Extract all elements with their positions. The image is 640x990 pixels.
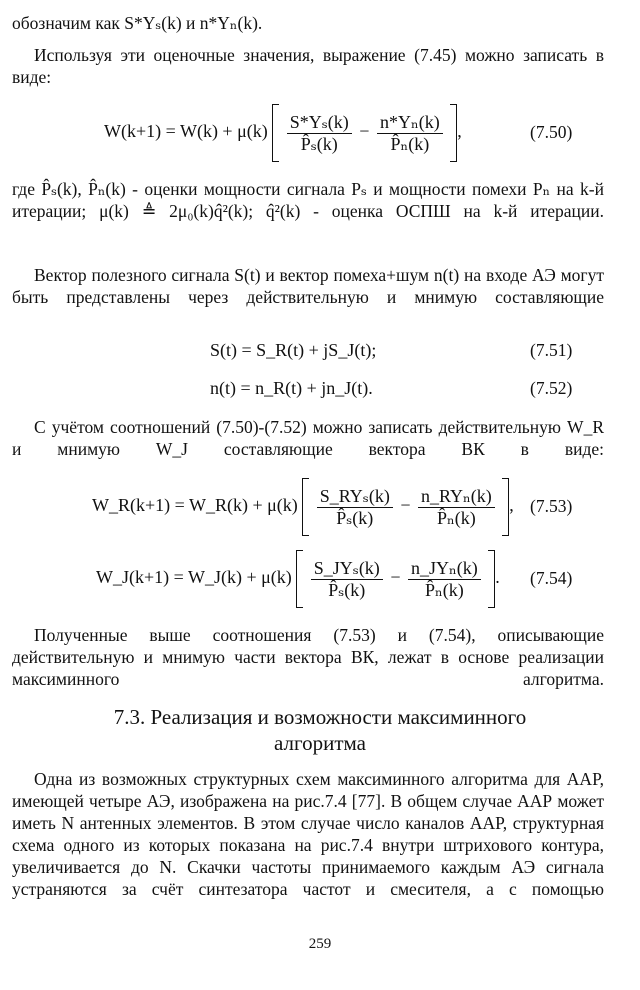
eq-number-7-53: (7.53) (530, 496, 573, 516)
eq-7-50-num-2: n*Yₙ(k) (377, 112, 443, 134)
paragraph-1: Используя эти оценочные значения, выражение (7.45) можно записать в виде: (12, 45, 604, 87)
equation-7-53 (92, 478, 514, 536)
eq-7-54-minus: − (390, 567, 401, 588)
paragraph-2: где P̂ₛ(k), P̂ₙ(k) - оценки мощности сигнала Pₛ и мощности помехи Pₙ на k-й итерации; μ(k) ≜ 2μ₀(k)q̂²(k); q̂²(k) - оценка ОСПШ на k-й итерации. (12, 179, 604, 221)
eq-7-53-frac-2 (418, 486, 495, 529)
eq-7-54-den-2: P̂ₙ(k) (424, 579, 464, 600)
left-bracket (296, 550, 303, 608)
equation-7-52: n(t) = n_R(t) + jn_J(t). (210, 378, 373, 398)
eq-7-53-den-2: P̂ₙ(k) (436, 507, 476, 528)
eq-7-50-minus: − (359, 121, 370, 142)
paragraph-4: С учётом соотношений (7.50)-(7.52) можно записать действительную W_R и мнимую W_J составляющие вектора ВК в виде: (12, 417, 604, 459)
left-bracket (272, 104, 279, 162)
eq-7-50-frac-2 (377, 112, 443, 155)
equation-7-51: S(t) = S_R(t) + jS_J(t); (210, 340, 377, 360)
eq-7-54-num-1: S_JYₛ(k) (311, 558, 383, 580)
eq-7-53-den-1: P̂ₛ(k) (336, 507, 374, 528)
eq-7-53-frac-1 (317, 486, 393, 529)
paragraph-3: Вектор полезного сигнала S(t) и вектор помеха+шум n(t) на входе АЭ могут быть представлены через действительную и мнимую составляющие (12, 265, 604, 307)
eq-7-53-num-2: n_RYₙ(k) (418, 486, 495, 508)
eq-number-7-51: (7.51) (530, 340, 573, 360)
eq-7-53-left: W_R(k+1) = W_R(k) + μ(k) (92, 495, 298, 516)
eq-number-7-52: (7.52) (530, 378, 573, 398)
eq-7-50-den-1: P̂ₛ(k) (300, 133, 338, 154)
left-bracket (302, 478, 309, 536)
eq-7-54-frac-1 (311, 558, 383, 601)
eq-7-50-left: W(k+1) = W(k) + μ(k) (104, 121, 268, 142)
eq-7-50-den-2: P̂ₙ(k) (390, 133, 430, 154)
eq-number-7-54: (7.54) (530, 568, 573, 588)
eq-7-50-tail: , (457, 121, 462, 142)
eq-7-53-tail: , (509, 495, 514, 516)
eq-7-50-frac-1 (287, 112, 352, 155)
eq-7-50-num-1: S*Yₛ(k) (287, 112, 352, 134)
eq-7-54-frac-2 (408, 558, 481, 601)
eq-number-7-50: (7.50) (530, 122, 573, 142)
eq-7-54-tail: . (495, 567, 500, 588)
equation-7-50 (104, 104, 462, 162)
eq-7-54-den-1: P̂ₛ(k) (328, 579, 366, 600)
paragraph-6: Одна из возможных структурных схем максиминного алгоритма для ААР, имеющей четыре АЭ, изображена на рис.7.4 [77]. В общем случае ААР может иметь N антенных элементов. В этом случае число каналов ААР, структурная схема одного из которых показана на рис.7.4 внутри штрихового контура, увеличивается до N. Скачки частоты принимаемого каждым АЭ сигнала устраняются за счёт синтезатора частот и смесителя, а с помощью (12, 769, 604, 899)
paragraph-5: Полученные выше соотношения (7.53) и (7.54), описывающие действительную и мнимую части вектора ВК, лежат в основе реализации максиминного алгоритма. (12, 625, 604, 689)
eq-7-53-num-1: S_RYₛ(k) (317, 486, 393, 508)
equation-7-54 (96, 550, 500, 608)
page-number: 259 (308, 936, 332, 952)
section-heading-line-2: алгоритма (274, 731, 366, 755)
eq-7-54-num-2: n_JYₙ(k) (408, 558, 481, 580)
eq-7-54-left: W_J(k+1) = W_J(k) + μ(k) (96, 567, 292, 588)
eq-7-53-minus: − (400, 495, 411, 516)
intro-line: обозначим как S*Yₛ(k) и n*Yₙ(k). (12, 13, 263, 33)
section-heading-line-1: 7.3. Реализация и возможности максиминного (113, 705, 527, 729)
